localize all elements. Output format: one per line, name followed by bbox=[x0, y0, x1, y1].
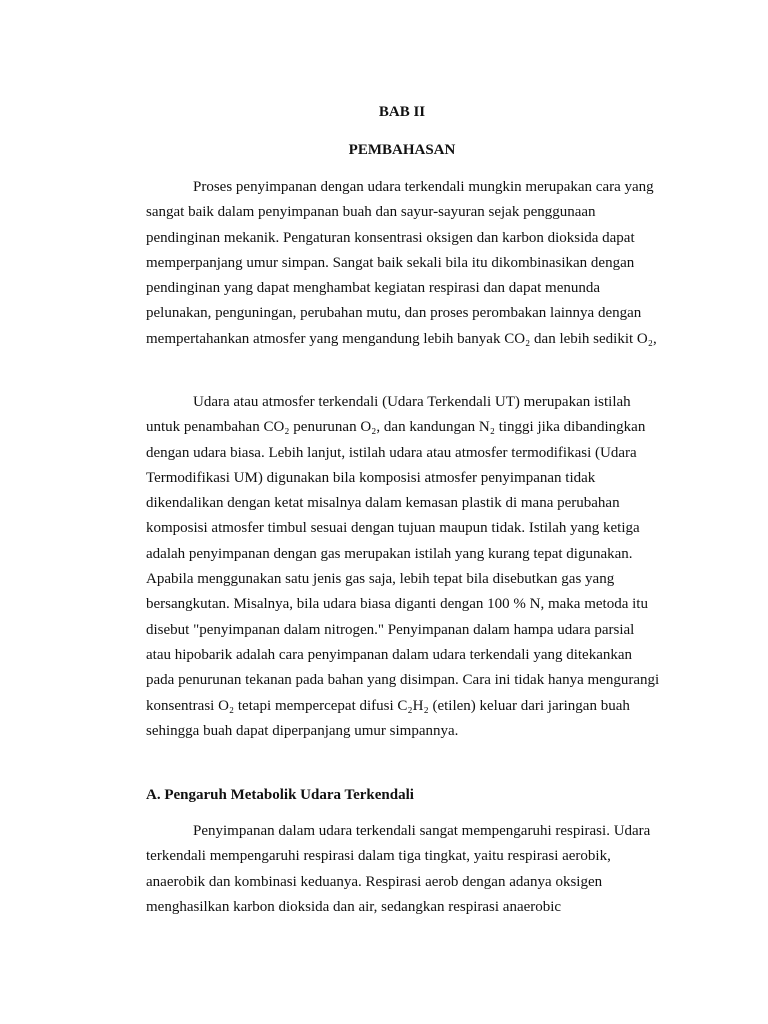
body-paragraph: Udara atau atmosfer terkendali (Udara Terkendali UT) merupakan istilah untuk penambahan CO₂ penurunan O₂, dan kandungan N₂ tinggi jika dibandingkan dengan udara biasa. Lebih lanjut, istilah udara atau atmosfer termodifikasi (Udara Termodifikasi UM) digunakan bila komposisi atmosfer penyimpanan tidak dikendalikan dengan ketat misalnya dalam kemasan plastik di mana perubahan komposisi atmosfer timbul sesuai dengan tujuan maupun tidak. Istilah yang ketiga adalah penyimpanan dengan gas merupakan istilah yang kurang tepat digunakan. Apabila menggunakan satu jenis gas saja, lebih tepat bila disebutkan gas yang bersangkutan. Misalnya, bila udara biasa diganti dengan 100 % N, maka metoda itu disebut "penyimpanan dalam nitrogen." Penyimpanan dalam hampa udara parsial atau hipobarik adalah cara penyimpanan dalam udara terkendali yang ditekankan pada penurunan tekanan pada bahan yang disimpan. Cara ini tidak hanya mengurangi konsentrasi O₂ tetapi mempercepat difusi C₂H₂ (etilen) keluar dari jaringan buah sehingga buah dapat diperpanjang umur simpannya. bbox=[146, 394, 660, 739]
section-title: PEMBAHASAN bbox=[348, 142, 456, 158]
subsection-heading: A. Pengaruh Metabolik Udara Terkendali bbox=[146, 787, 414, 803]
body-paragraph: Penyimpanan dalam udara terkendali sangat mempengaruhi respirasi. Udara terkendali mempengaruhi respirasi dalam tiga tingkat, yaitu respirasi aerobik, anaerobik dan kombinasi keduanya. Respirasi aerob dengan adanya oksigen menghasilkan karbon dioksida dan air, sedangkan respirasi anaerobic bbox=[146, 823, 651, 915]
chapter-heading: BAB II bbox=[378, 104, 426, 120]
body-paragraph: Proses penyimpanan dengan udara terkendali mungkin merupakan cara yang sangat baik dalam penyimpanan buah dan sayur-sayuran sejak penggunaan pendinginan mekanik. Pengaturan konsentrasi oksigen dan karbon dioksida dapat memperpanjang umur simpan. Sangat baik sekali bila itu dikombinasikan dengan pendinginan yang dapat menghambat kegiatan respirasi dan dapat menunda pelunakan, penguningan, perubahan mutu, dan proses perombakan lainnya dengan mempertahankan atmosfer yang mengandung lebih banyak CO₂ dan lebih sedikit O₂, bbox=[146, 179, 657, 347]
